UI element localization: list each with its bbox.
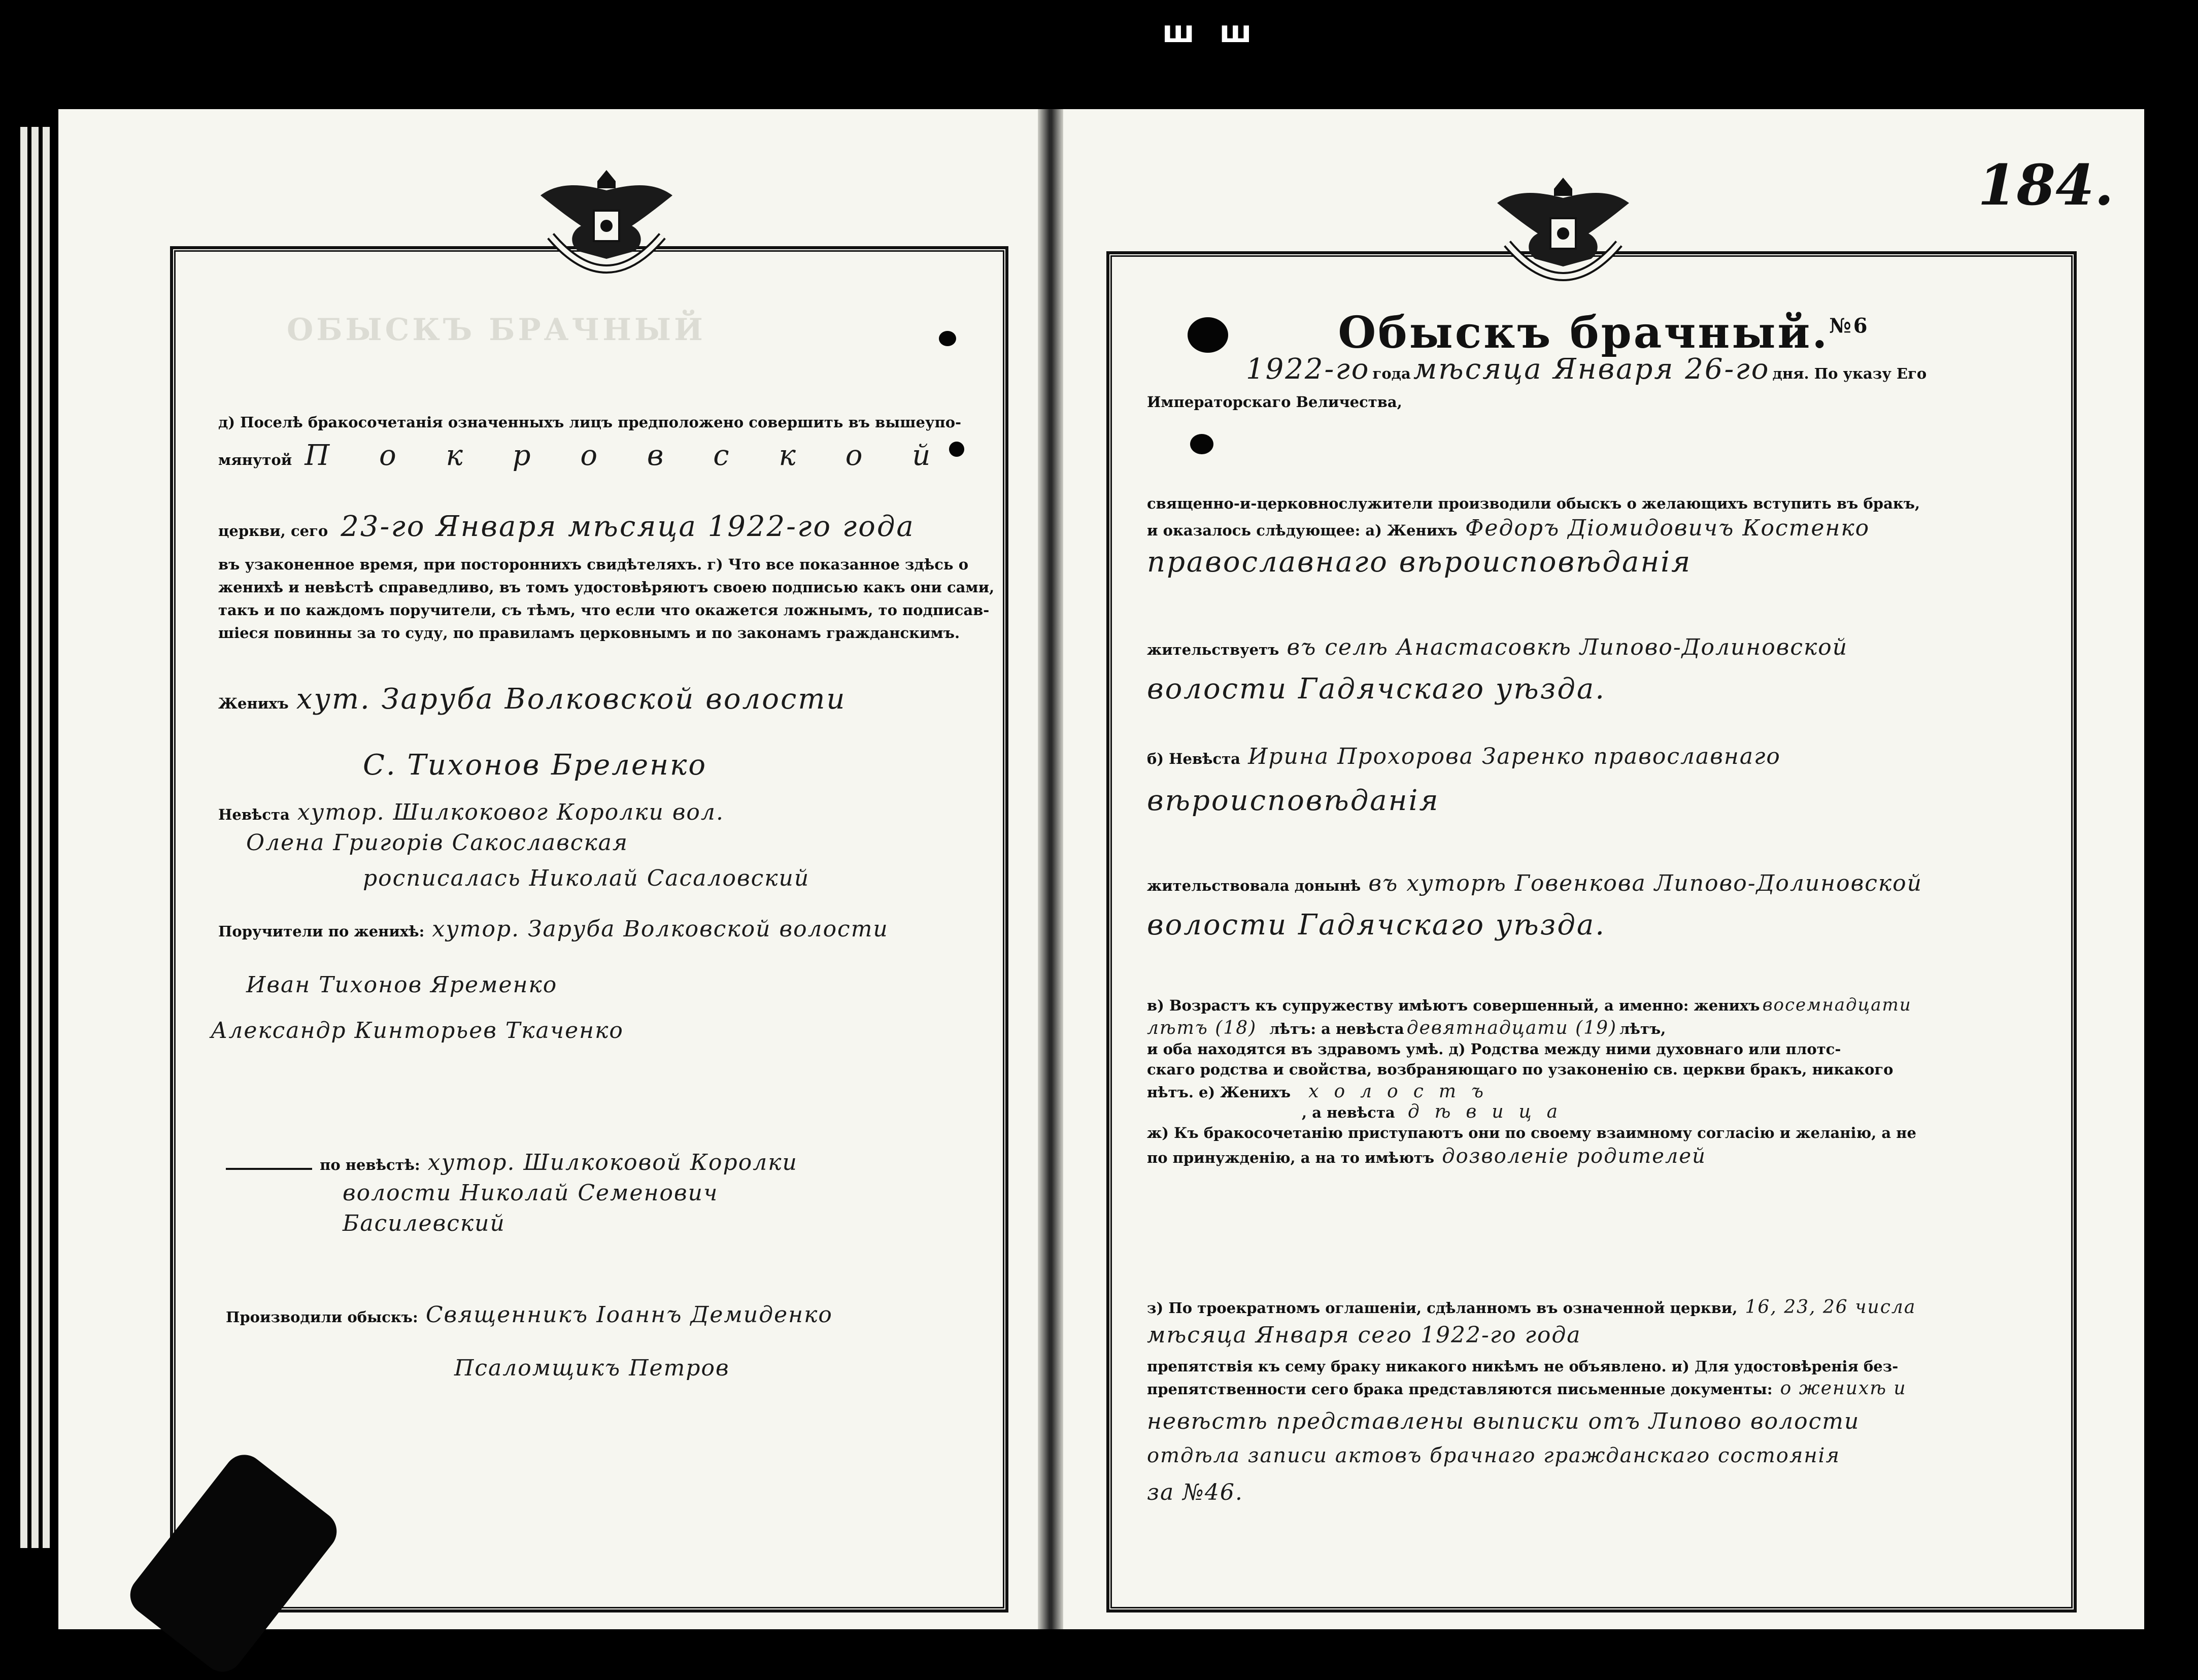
right-text-line: ж) Къ бракосочетанію приступаютъ они по своему взаимному согласію и желанію, а не xyxy=(1147,1124,1916,1141)
left-text-line xyxy=(218,439,951,472)
handwritten-text: мѣсяца Января 26-го xyxy=(1413,353,1770,386)
page-number: 184. xyxy=(1978,152,2114,218)
page-edge xyxy=(31,127,39,1548)
right-text-line xyxy=(1147,995,1912,1015)
right-text-line xyxy=(1147,515,1870,541)
handwritten-text: отдѣла записи актовъ брачнаго гражданскаго состоянія xyxy=(1147,1444,1840,1467)
handwritten-text: Басилевский xyxy=(343,1211,505,1236)
groom-row xyxy=(218,683,847,716)
right-text-line xyxy=(1147,744,1781,769)
handwritten-text: хутор. Заруба Волковской волости xyxy=(432,916,889,942)
right-text-line: Императорскаго Величества, xyxy=(1147,393,1402,411)
handwritten-text: П о к р о в с к о й xyxy=(305,439,951,472)
printed-text: мянутой xyxy=(218,451,292,468)
right-text-line xyxy=(1147,1378,1907,1399)
handwritten-text: вѣроисповѣданія xyxy=(1147,784,1440,817)
printed-text: , а невѣста xyxy=(1302,1104,1395,1121)
imperial-eagle-crest-icon xyxy=(1487,157,1639,310)
printed-text: жительствовала донынѣ xyxy=(1147,877,1361,894)
handwritten-text: девятнадцати (19) xyxy=(1406,1018,1617,1038)
left-page xyxy=(58,109,1038,1629)
handwritten-text: за №46. xyxy=(1147,1480,1243,1505)
handwritten-text: хутор. Шилкоковог Королки вол. xyxy=(297,799,724,825)
printed-text: з) По троекратномъ оглашеніи, сдѣланномъ въ означенной церкви, xyxy=(1147,1299,1738,1317)
page-edge xyxy=(20,127,27,1548)
handwritten-text: 23-го Января мѣсяца 1922-го года xyxy=(341,510,915,543)
right-text-line xyxy=(1147,634,1848,660)
book-gutter xyxy=(1038,109,1063,1629)
handwritten-text: дѣвица xyxy=(1407,1101,1573,1122)
handwritten-text: мѣсяца Января сего 1922-го года xyxy=(1147,1322,1581,1348)
ink-blot xyxy=(949,442,964,457)
handwritten-text: православнаго вѣроисповѣданія xyxy=(1147,546,1692,579)
right-text-line xyxy=(1147,870,1922,896)
right-text-line xyxy=(1302,1101,1573,1122)
left-text-line xyxy=(218,510,915,543)
handwritten-text: о женихѣ и xyxy=(1780,1378,1907,1399)
sureties-bride-label: по невѣстѣ: xyxy=(320,1156,420,1173)
handwritten-text: восемнадцати xyxy=(1762,995,1912,1015)
handwritten-text: Федоръ Діомидовичъ Костенко xyxy=(1465,515,1870,541)
printed-text: жительствуетъ xyxy=(1147,641,1279,658)
handwritten-text: невѣстѣ представлены выписки отъ Липово волости xyxy=(1147,1408,1860,1434)
printed-text: и оказалось слѣдующее: а) Женихъ xyxy=(1147,522,1458,539)
bride-label: Невѣста xyxy=(218,806,290,823)
printed-text: дня. По указу Его xyxy=(1772,365,1927,382)
signature-line xyxy=(226,1168,312,1170)
bleed-through-text: ОБЫСКЪ БРАЧНЫЙ xyxy=(287,312,706,348)
groom-label: Женихъ xyxy=(218,695,289,712)
printed-text: препятственности сего брака представляются письменные документы: xyxy=(1147,1381,1773,1398)
printed-text: в) Возрастъ къ супружеству имѣютъ совершенный, а именно: женихъ xyxy=(1147,997,1760,1014)
ink-blot xyxy=(1190,434,1213,454)
right-text-line xyxy=(1147,1145,1706,1168)
handwritten-text: росписалась Николай Сасаловский xyxy=(363,865,810,891)
handwritten-text: въ хуторѣ Говенкова Липово-Долиновской xyxy=(1368,870,1923,896)
right-page xyxy=(1063,109,2144,1629)
handwritten-text: волости Гадячскаго уѣзда. xyxy=(1147,909,1606,942)
handwritten-text: Священникъ Іоаннъ Демиденко xyxy=(425,1302,833,1328)
handwritten-text: дозволеніе родителей xyxy=(1442,1145,1706,1168)
bride-row xyxy=(218,799,724,825)
handwritten-text: Ирина Прохорова Заренко православнаго xyxy=(1248,744,1781,769)
handwritten-text: Псаломщикъ Петров xyxy=(454,1355,730,1381)
form-title xyxy=(1063,307,2144,358)
title-text: Обыскъ брачный. xyxy=(1338,307,1830,358)
right-text-line xyxy=(1246,353,1926,386)
right-text-line: и оба находятся въ здравомъ умѣ. д) Родства между ними духовнаго или плотс- xyxy=(1147,1040,1841,1058)
page-edge xyxy=(43,127,50,1548)
left-text-line: шіеся повинны за то суду, по правиламъ церковнымъ и по законамъ гражданскимъ. xyxy=(218,624,960,642)
right-text-line xyxy=(1147,1018,1666,1038)
printed-text: по принужденію, а на то имѣютъ xyxy=(1147,1149,1435,1166)
left-text-line: д) Поселѣ бракосочетанія означенныхъ лицъ предположено совершить въ вышеупо- xyxy=(218,414,962,431)
handwritten-text: Иван Тихонов Яременко xyxy=(246,972,558,998)
handwritten-text: хутор. Шилкоковой Королки xyxy=(427,1150,798,1175)
examined-row xyxy=(226,1302,833,1328)
printed-text: лѣтъ: а невѣста xyxy=(1269,1020,1404,1037)
printed-text: нѣтъ. е) Женихъ xyxy=(1147,1084,1291,1101)
handwritten-text: Александр Кинторьев Ткаченко xyxy=(211,1018,624,1044)
imperial-eagle-crest-icon xyxy=(530,150,683,302)
right-text-line: скаго родства и свойства, возбраняющаго по узаконенію св. церкви бракъ, никакого xyxy=(1147,1061,1893,1078)
ink-blot xyxy=(939,331,956,346)
printed-text: б) Невѣста xyxy=(1147,750,1240,767)
handwritten-text: Олена Григорів Сакославская xyxy=(246,830,628,856)
right-text-line xyxy=(1147,1297,1916,1318)
right-text-line: священно-и-церковнослужители производили обыскъ о желающихъ вступить въ бракъ, xyxy=(1147,495,1920,512)
sureties-groom-row xyxy=(218,916,889,942)
left-text-line: женихѣ и невѣстѣ справедливо, въ томъ удостовѣряютъ своею подписью какъ они сами, xyxy=(218,579,995,596)
printed-text: лѣтъ, xyxy=(1619,1020,1666,1037)
printed-text: года xyxy=(1372,365,1411,382)
sureties-groom-label: Поручители по женихѣ: xyxy=(218,923,425,940)
handwritten-text: волости Николай Семенович xyxy=(343,1180,719,1206)
left-text-line: въ узаконенное время, при постороннихъ свидѣтеляхъ. г) Что все показанное здѣсь о xyxy=(218,556,969,573)
top-mark: ш ш xyxy=(1162,14,1259,50)
handwritten-text: лѣтъ (18) xyxy=(1147,1018,1257,1038)
examined-label: Производили обыскъ: xyxy=(226,1308,418,1326)
title-number: №6 xyxy=(1829,314,1870,338)
sureties-bride-row xyxy=(226,1150,798,1175)
handwritten-text: холостъ xyxy=(1308,1081,1499,1102)
left-text-line: такъ и по каждомъ поручители, съ тѣмъ, что если что окажется ложнымъ, то подписав- xyxy=(218,601,990,619)
handwritten-text: С. Тихонов Бреленко xyxy=(363,749,707,782)
handwritten-text: въ селѣ Анастасовкѣ Липово-Долиновской xyxy=(1287,634,1848,660)
handwritten-text: волости Гадячскаго уѣзда. xyxy=(1147,673,1606,705)
right-text-line xyxy=(1147,1081,1499,1102)
handwritten-text: 16, 23, 26 числа xyxy=(1745,1297,1916,1318)
handwritten-text: 1922-го xyxy=(1246,353,1370,386)
printed-text: церкви, сего xyxy=(218,522,328,540)
right-text-line: препятствія къ сему браку никакого никѣмъ не объявлено. и) Для удостовѣренія без- xyxy=(1147,1358,1899,1375)
handwritten-text: хут. Заруба Волковской волости xyxy=(296,683,847,716)
